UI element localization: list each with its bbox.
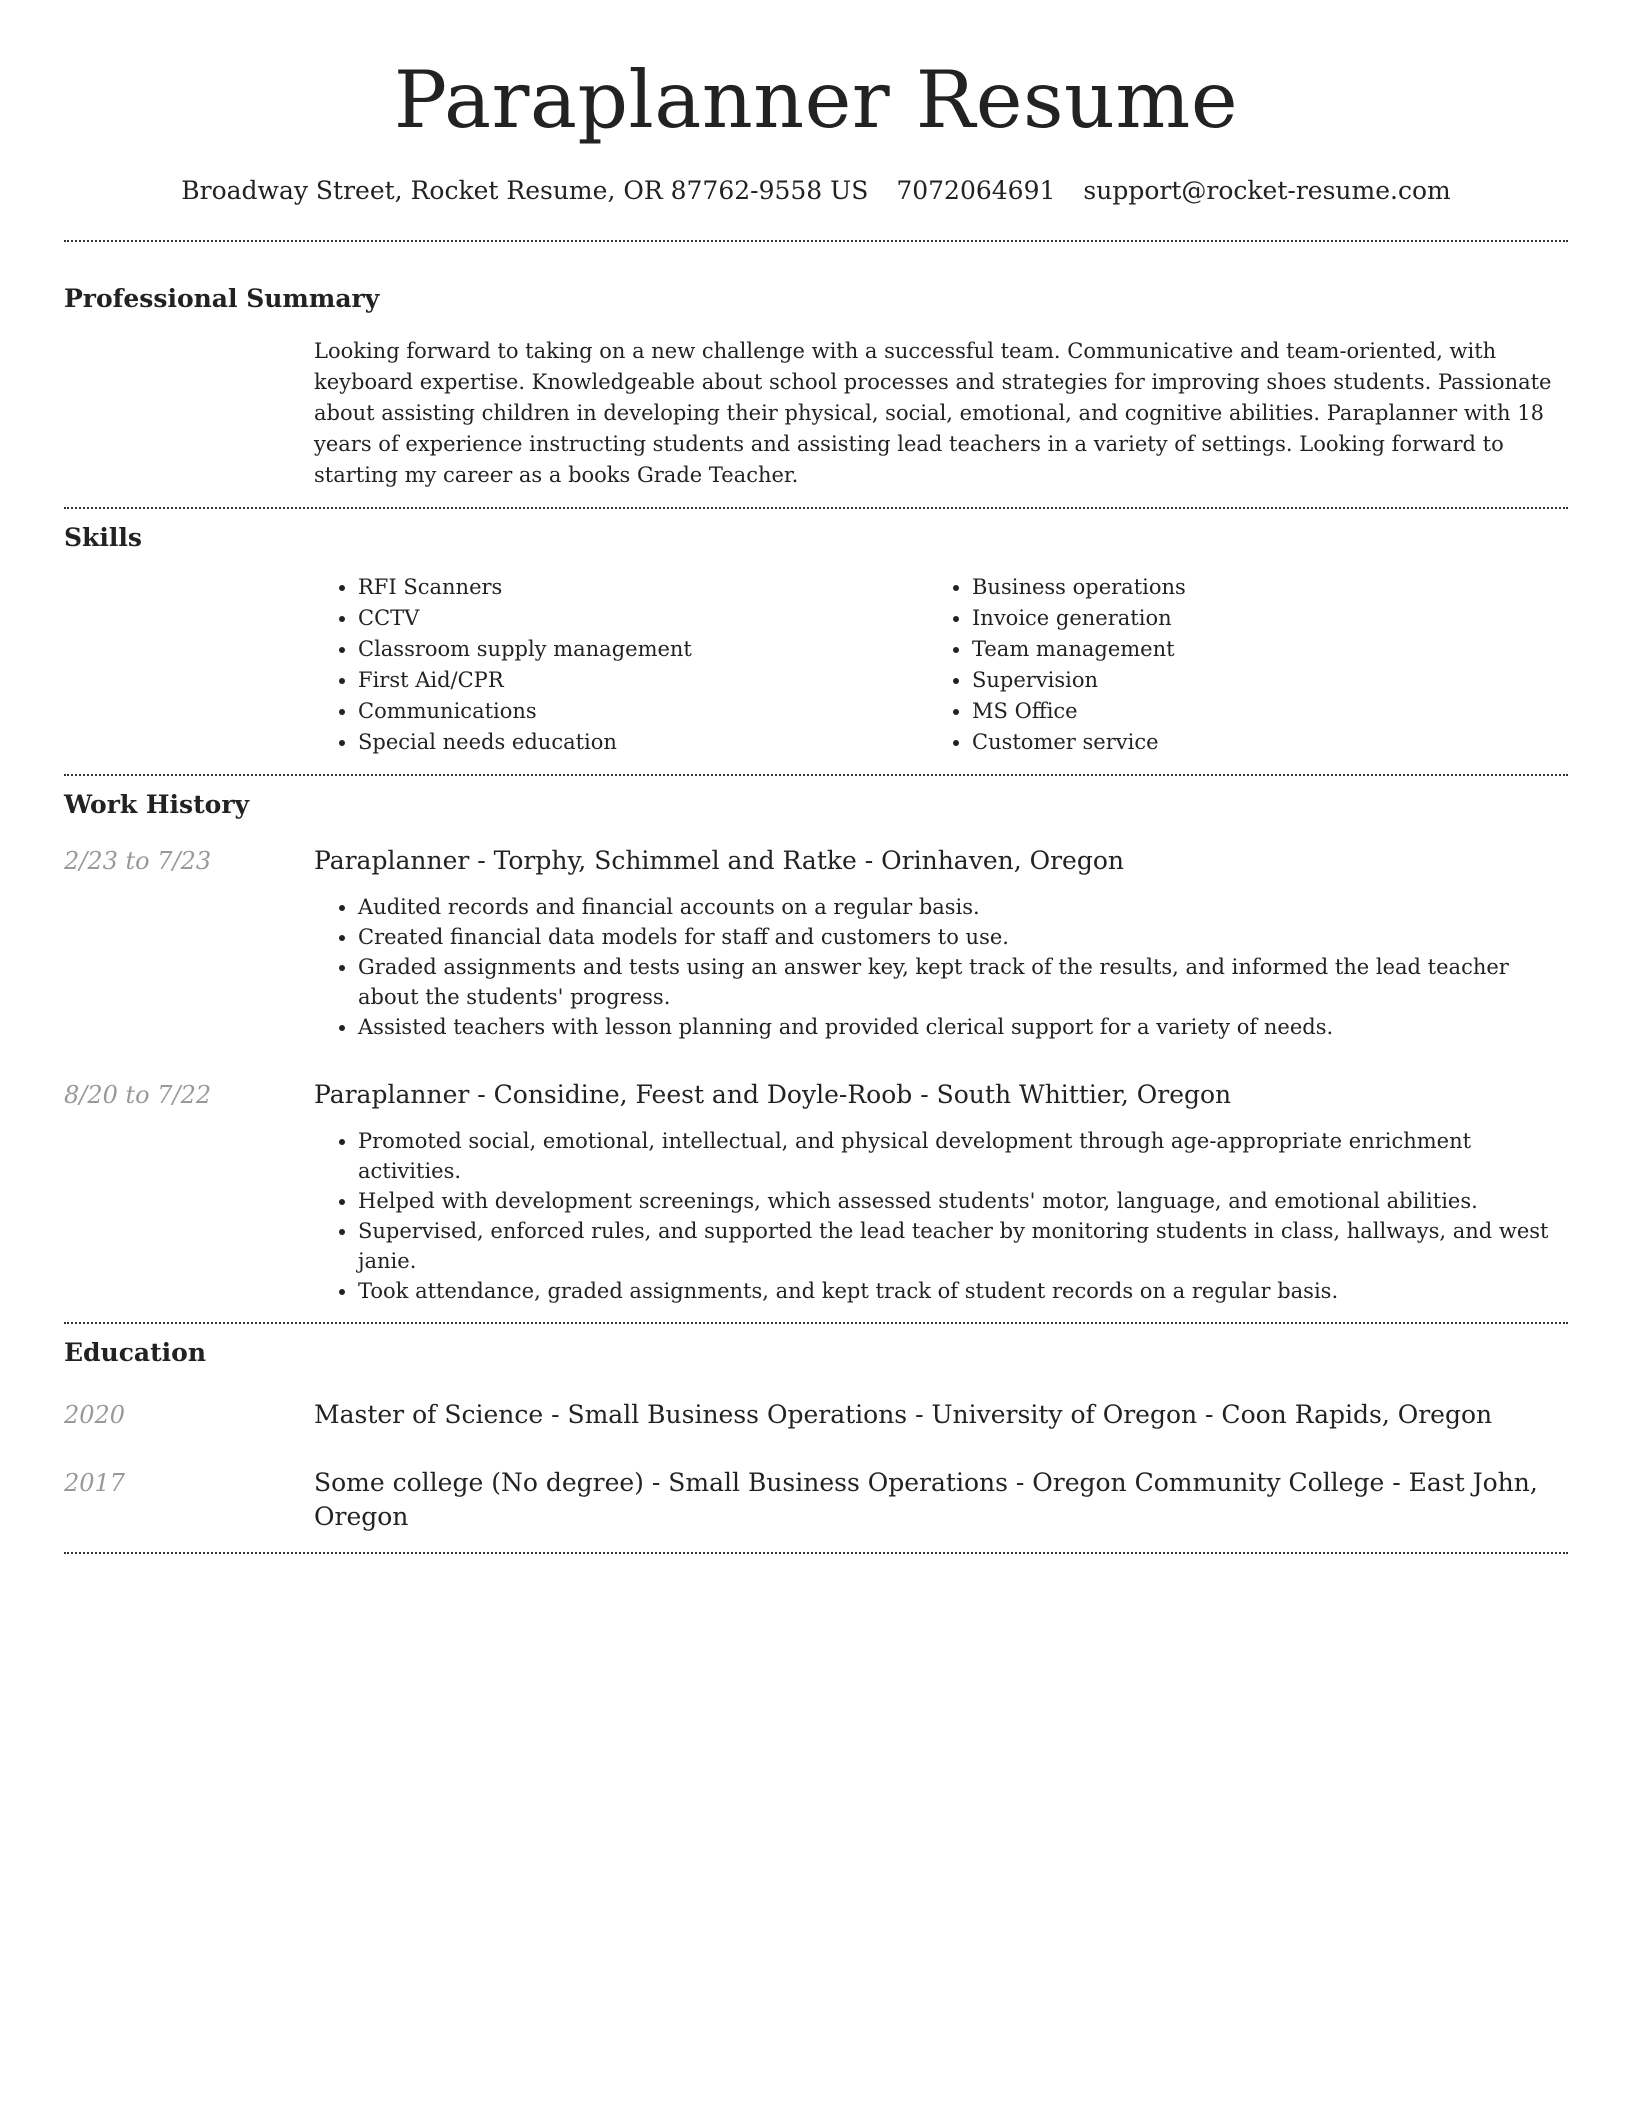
- section-divider: [64, 1322, 1568, 1324]
- skill-item: • MS Office: [972, 696, 1542, 727]
- job-entry: [64, 1078, 1568, 1306]
- section-title-work: Work History: [64, 790, 250, 819]
- education-entry: [64, 1398, 1568, 1432]
- job-bullet: • Assisted teachers with lesson planning and provided clerical support for a variety of needs.: [358, 1012, 1568, 1042]
- job-bullets: [314, 892, 1568, 1042]
- job-bullet: • Promoted social, emotional, intellectual, and physical development through age-appropriate enrichment activities.: [358, 1126, 1568, 1186]
- education-year: 2020: [64, 1401, 126, 1429]
- contact-email: support@rocket-resume.com: [1083, 176, 1451, 205]
- job-bullet: • Helped with development screenings, which assessed students' motor, language, and emotional abilities.: [358, 1186, 1568, 1216]
- skills-list-right: [928, 572, 1542, 758]
- education-list: [64, 1398, 1568, 1534]
- work-history-section: [64, 788, 1568, 1306]
- footer-divider: [64, 1552, 1568, 1554]
- skill-item: • Invoice generation: [972, 603, 1542, 634]
- contact-line: [64, 174, 1568, 208]
- contact-phone: 7072064691: [896, 176, 1056, 205]
- section-divider: [64, 507, 1568, 509]
- header-divider: [64, 240, 1568, 242]
- skill-item: • Supervision: [972, 665, 1542, 696]
- skills-grid: [314, 572, 1568, 758]
- education-year: 2017: [64, 1469, 126, 1497]
- job-entry: [64, 844, 1568, 1042]
- job-bullets: [314, 1126, 1568, 1306]
- job-bullet: • Took attendance, graded assignments, and kept track of student records on a regular basis.: [358, 1276, 1568, 1306]
- section-divider: [64, 774, 1568, 776]
- education-details: Master of Science - Small Business Operations - University of Oregon - Coon Rapids, Oregon: [314, 1400, 1493, 1429]
- skills-section: [64, 521, 1568, 758]
- professional-summary-section: [64, 282, 1568, 491]
- job-bullet: • Supervised, enforced rules, and supported the lead teacher by monitoring students in class, hallways, and west janie.: [358, 1216, 1568, 1276]
- job-dates: 8/20 to 7/22: [64, 1081, 212, 1109]
- skill-item: • CCTV: [358, 603, 928, 634]
- education-section: [64, 1336, 1568, 1534]
- skill-item: • Team management: [972, 634, 1542, 665]
- jobs-list: [64, 844, 1568, 1306]
- education-details: Some college (No degree) - Small Business Operations - Oregon Community College - East John, Oregon: [314, 1468, 1538, 1531]
- skill-item: • Customer service: [972, 727, 1542, 758]
- education-entry: [64, 1466, 1568, 1534]
- job-heading: Paraplanner - Torphy, Schimmel and Ratke - Orinhaven, Oregon: [314, 846, 1125, 875]
- section-title-education: Education: [64, 1338, 207, 1367]
- contact-address: Broadway Street, Rocket Resume, OR 87762-9558 US: [181, 176, 869, 205]
- job-heading: Paraplanner - Considine, Feest and Doyle-Roob - South Whittier, Oregon: [314, 1080, 1232, 1109]
- job-dates: 2/23 to 7/23: [64, 847, 212, 875]
- job-details: [314, 1078, 1568, 1306]
- job-bullet: • Audited records and financial accounts on a regular basis.: [358, 892, 1568, 922]
- skill-item: • First Aid/CPR: [358, 665, 928, 696]
- skill-item: • Classroom supply management: [358, 634, 928, 665]
- skill-item: • RFI Scanners: [358, 572, 928, 603]
- resume-title: Paraplanner Resume: [393, 54, 1239, 146]
- skill-item: • Business operations: [972, 572, 1542, 603]
- job-bullet: • Graded assignments and tests using an answer key, kept track of the results, and informed the lead teacher about the students' progress.: [358, 952, 1568, 1012]
- skills-list-left: [314, 572, 928, 758]
- section-title-skills: Skills: [64, 523, 142, 552]
- skill-item: • Special needs education: [358, 727, 928, 758]
- job-details: [314, 844, 1568, 1042]
- job-bullet: • Created financial data models for staff and customers to use.: [358, 922, 1568, 952]
- summary-text: Looking forward to taking on a new challenge with a successful team. Communicative and team-oriented, with keyboard expertise. Knowledgeable about school processes and strategies for improving shoes students. Passionate about assisting children in developing their physical, social, emotional, and cognitive abilities. Paraplanner with 18 years of experience instructing students and assisting lead teachers in a variety of settings. Looking forward to starting my career as a books Grade Teacher.: [314, 339, 1552, 487]
- section-title-summary: Professional Summary: [64, 284, 380, 313]
- skill-item: • Communications: [358, 696, 928, 727]
